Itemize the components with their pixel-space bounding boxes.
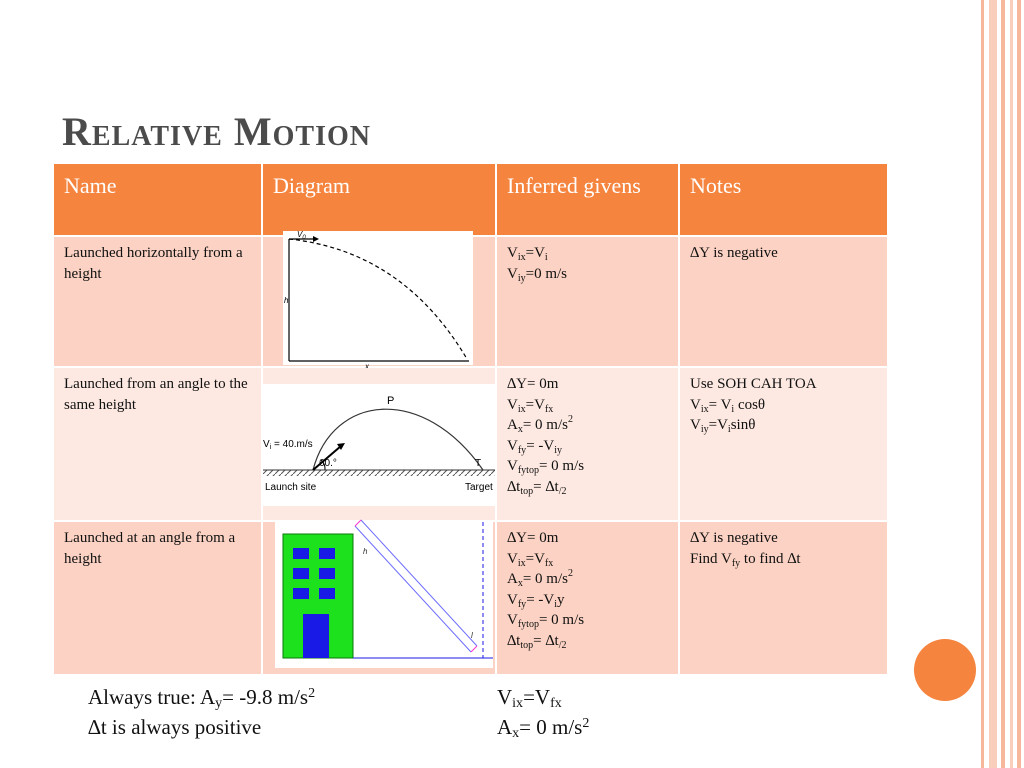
column-header: Notes bbox=[679, 163, 888, 236]
column-header: Name bbox=[53, 163, 262, 236]
table-row bbox=[53, 236, 888, 367]
notes-cell: ∆Y is negative Find $V_{fy}$ to find ∆t bbox=[679, 521, 888, 675]
acceleration-line: $A_x= 0$ $m/s^2$ bbox=[497, 715, 590, 741]
decorative-stripe bbox=[989, 0, 997, 768]
projectile-arc-diagram bbox=[263, 384, 495, 506]
svg-text:Vi = 40.m/s: $V_i = 40.m/s$ bbox=[263, 439, 313, 451]
name-cell: Launched at an angle from a height bbox=[53, 521, 262, 675]
page-title: Relative Motion bbox=[62, 109, 371, 154]
table-header-row bbox=[53, 163, 888, 236]
column-header: Inferred givens bbox=[496, 163, 679, 236]
velocity-equality-line: $V_{ix}=V_{fx}$ bbox=[497, 685, 562, 711]
decorative-stripe bbox=[1001, 0, 1005, 768]
diagram-cell bbox=[262, 367, 496, 521]
decorative-stripe bbox=[1017, 0, 1021, 768]
column-header: Diagram bbox=[262, 163, 496, 236]
positive-time-line: ∆t is always positive bbox=[88, 715, 262, 739]
v0-sub: 0 bbox=[302, 235, 306, 241]
givens-cell bbox=[496, 236, 679, 367]
motion-table bbox=[52, 162, 889, 676]
angle-label: 60.° bbox=[319, 458, 337, 469]
name-cell: Launched from an angle to the same height bbox=[53, 367, 262, 521]
table-row bbox=[53, 521, 888, 675]
height-label: h bbox=[284, 296, 289, 305]
table-row bbox=[53, 367, 888, 521]
name-cell: Launched horizontally from a height bbox=[53, 236, 262, 367]
target-marker: T bbox=[475, 458, 482, 469]
l-label: l bbox=[471, 631, 473, 640]
diagram-cell bbox=[262, 521, 496, 675]
givens-cell: ∆Y= 0m $V_{ix}=V_{fx}$ $A_x= 0$ $m/s^2$ $V_{fy}= -V_iy$ $V_{fytop}= 0$ m/s $\Delta t_{top}= \Delta t_{/2}$ bbox=[496, 521, 679, 675]
horizontal-launch-diagram bbox=[283, 231, 473, 365]
target-label: Target bbox=[465, 482, 493, 493]
vi-label: V bbox=[263, 439, 270, 450]
given-line: $V_{iy}=0$ m/s bbox=[507, 265, 568, 284]
v0-label: V bbox=[297, 230, 303, 239]
height-label: h bbox=[363, 547, 368, 556]
notes-cell: ∆Y is negative bbox=[679, 236, 888, 367]
peak-label: P bbox=[387, 395, 395, 407]
given-line: $V_{ix}=V_i$ bbox=[507, 245, 548, 263]
always-true-line: Always true: $A_y= -9.8$ $m/s^2$ bbox=[88, 685, 316, 711]
decorative-circle bbox=[914, 639, 976, 701]
building-launch-diagram bbox=[275, 520, 493, 668]
decorative-stripe bbox=[1010, 0, 1013, 768]
decorative-stripe bbox=[981, 0, 984, 768]
notes-cell: Use SOH CAH TOA $V_{ix}= V_i$ cosθ $V_{iy}=V_i\sin\theta$ bbox=[679, 367, 888, 521]
givens-cell: ∆Y= 0m $V_{ix}=V_{fx}$ $A_x= 0$ $m/s^2$ $V_{fy}= -V_{iy}$ $V_{fytop}= 0$ m/s $\Delta t_{top}= \Delta t_{/2}$ bbox=[496, 367, 679, 521]
launch-site-label: Launch site bbox=[265, 482, 317, 493]
diagram-cell bbox=[262, 230, 496, 367]
